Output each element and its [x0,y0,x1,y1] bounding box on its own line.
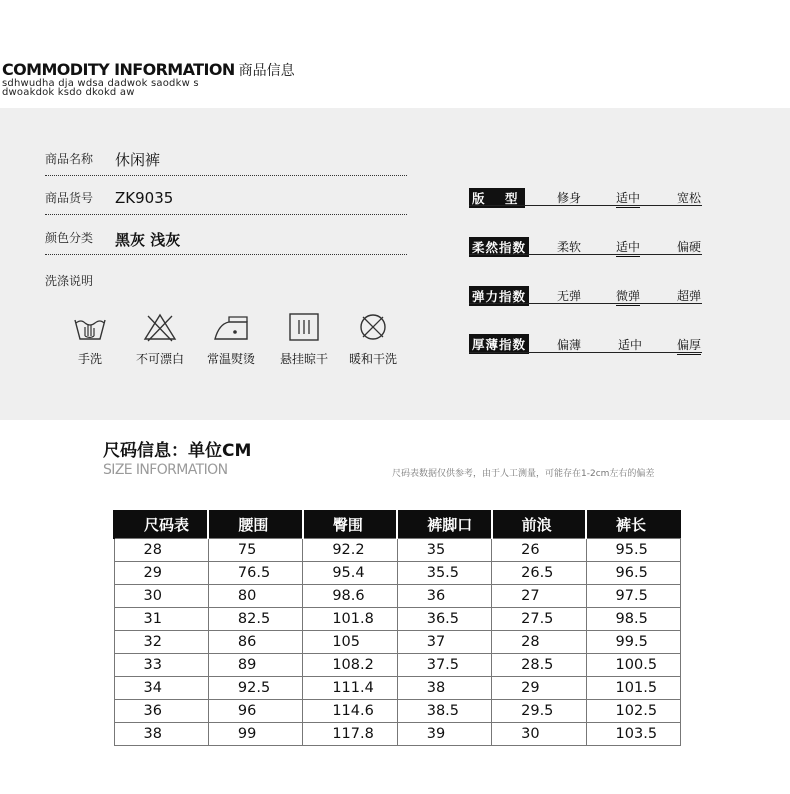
table-cell: 76.5 [208,562,302,585]
table-cell: 117.8 [303,723,397,746]
size-title: 尺码信息：单位CM [103,441,252,461]
attr-option-selected: 微弹 [616,287,640,306]
attr-option: 修身 [557,191,582,205]
attr-label-thickness: 厚薄指数 [469,334,529,354]
table-cell: 102.5 [586,700,680,723]
attr-option: 宽松 [677,191,702,205]
column-header: 前浪 [492,510,586,539]
table-cell: 89 [208,654,302,677]
table-cell: 38 [114,723,208,746]
table-row [114,700,681,723]
table-row [114,723,681,746]
column-header: 尺码表 [114,510,208,539]
header-title-en: COMMODITY INFORMATION [2,60,235,79]
table-cell: 28 [492,631,586,654]
header-subtitle-line: sdhwudha dja wdsa dadwok saodkw s [2,78,199,89]
table-cell: 80 [208,585,302,608]
divider [469,352,702,353]
attr-option-selected: 适中 [616,238,640,257]
divider [469,254,702,255]
size-table-header [114,510,681,539]
size-table-body [114,539,681,746]
no-tumble-dry-icon [355,312,391,342]
table-cell: 32 [114,631,208,654]
header-subtitle [2,79,199,97]
size-table [113,510,681,746]
table-cell: 28.5 [492,654,586,677]
wash-label: 不可漂白 [135,352,184,366]
table-cell: 82.5 [208,608,302,631]
hand-wash-icon [72,312,108,342]
table-cell: 30 [492,723,586,746]
table-cell: 37.5 [397,654,491,677]
table-cell: 37 [397,631,491,654]
info-value-sku: ZK9035 [115,189,174,207]
iron-icon [211,312,251,342]
table-row [114,562,681,585]
table-cell: 75 [208,539,302,562]
table-cell: 29 [114,562,208,585]
table-row [114,631,681,654]
table-cell: 114.6 [303,700,397,723]
table-cell: 29 [492,677,586,700]
column-header: 腰围 [208,510,302,539]
wash-item [130,312,190,367]
attr-label-softness: 柔然指数 [469,237,529,257]
divider [45,214,407,215]
table-cell: 97.5 [586,585,680,608]
attr-option: 适中 [618,338,643,352]
table-cell: 26 [492,539,586,562]
table-cell: 29.5 [492,700,586,723]
divider [469,205,702,206]
table-cell: 27.5 [492,608,586,631]
table-cell: 33 [114,654,208,677]
info-label-sku: 商品货号 [45,191,94,205]
header-title [2,60,295,80]
attr-label-fit: 版 型 [469,188,525,208]
table-cell: 26.5 [492,562,586,585]
table-cell: 92.5 [208,677,302,700]
table-cell: 95.5 [586,539,680,562]
table-cell: 96.5 [586,562,680,585]
table-cell: 95.4 [303,562,397,585]
table-row [114,654,681,677]
column-header: 裤脚口 [397,510,491,539]
table-cell: 101.5 [586,677,680,700]
table-cell: 30 [114,585,208,608]
divider [45,175,407,176]
wash-item [201,312,261,367]
table-cell: 28 [114,539,208,562]
hang-dry-icon [286,312,322,342]
table-cell: 27 [492,585,586,608]
column-header: 臀围 [303,510,397,539]
table-row [114,608,681,631]
table-cell: 98.6 [303,585,397,608]
header-title-cn: 商品信息 [238,63,295,79]
table-cell: 111.4 [303,677,397,700]
table-cell: 35.5 [397,562,491,585]
table-cell: 105 [303,631,397,654]
table-cell: 39 [397,723,491,746]
attr-option: 偏硬 [677,240,702,254]
attr-option-selected: 适中 [616,189,640,208]
table-cell: 96 [208,700,302,723]
wash-item [60,312,120,367]
table-cell: 36 [114,700,208,723]
table-cell: 98.5 [586,608,680,631]
info-label-name: 商品名称 [45,152,94,166]
table-cell: 38 [397,677,491,700]
table-cell: 99 [208,723,302,746]
wash-item [343,312,403,367]
size-note: 尺码表数据仅供参考，由于人工测量，可能存在1-2cm左右的偏差 [392,469,655,479]
table-cell: 101.8 [303,608,397,631]
table-cell: 103.5 [586,723,680,746]
info-value-name: 休闲裤 [115,151,161,169]
wash-label: 手洗 [77,352,102,366]
table-cell: 99.5 [586,631,680,654]
header-subtitle-line: dwoakdok ksdo dkokd aw [2,87,135,98]
wash-title: 洗涤说明 [45,274,94,288]
divider [45,254,407,255]
table-cell: 34 [114,677,208,700]
wash-item [274,312,334,367]
table-cell: 92.2 [303,539,397,562]
column-header: 裤长 [586,510,680,539]
attr-option-selected: 偏厚 [677,336,701,355]
wash-label: 悬挂晾干 [279,352,328,366]
table-row [114,539,681,562]
table-cell: 100.5 [586,654,680,677]
wash-label: 常温熨烫 [206,352,255,366]
attr-option: 柔软 [557,240,582,254]
attr-option: 无弹 [557,289,582,303]
info-value-color: 黑灰 浅灰 [115,231,181,249]
divider [469,303,702,304]
table-cell: 108.2 [303,654,397,677]
wash-label: 暖和干洗 [348,352,397,366]
info-label-color: 颜色分类 [45,231,94,245]
table-cell: 31 [114,608,208,631]
size-subtitle: SIZE INFORMATION [103,462,228,478]
attr-label-elasticity: 弹力指数 [469,286,529,306]
table-cell: 36.5 [397,608,491,631]
table-cell: 38.5 [397,700,491,723]
no-bleach-icon [142,312,178,342]
attr-option: 超弹 [677,289,702,303]
table-cell: 35 [397,539,491,562]
table-row [114,585,681,608]
attr-option: 偏薄 [557,338,582,352]
table-row [114,677,681,700]
table-cell: 86 [208,631,302,654]
table-cell: 36 [397,585,491,608]
